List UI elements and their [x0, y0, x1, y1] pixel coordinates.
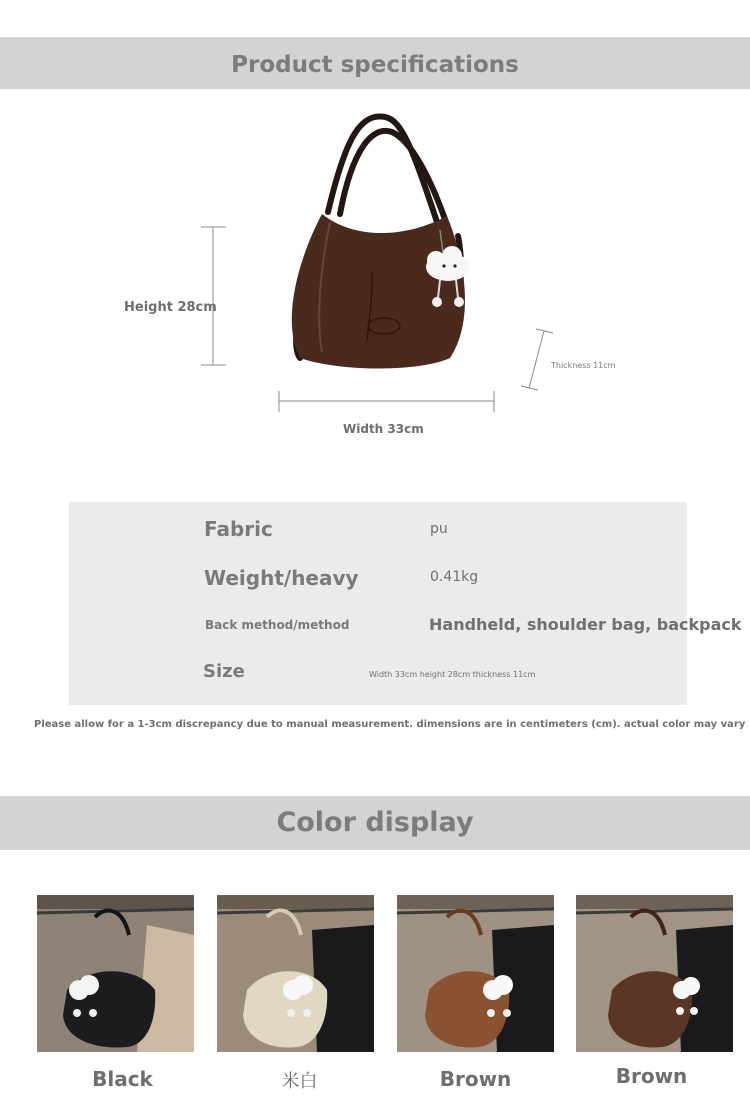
color-photo-3[interactable]	[397, 895, 554, 1052]
spec-label-fabric: Fabric	[204, 517, 273, 541]
bag-diagram	[0, 95, 750, 445]
bag-photo-brown	[397, 895, 554, 1052]
spec-label-weight: Weight/heavy	[204, 566, 359, 590]
measurement-note: Please allow for a 1-3cm discrepancy due to manual measurement. dimensions are in centimeters (cm). actual color may vary	[34, 719, 746, 730]
width-label: Width 33cm	[343, 422, 424, 436]
height-ruler	[201, 227, 226, 365]
color-section-header	[0, 796, 750, 850]
color-section-title: Color display	[276, 807, 474, 838]
thickness-ruler	[521, 329, 553, 390]
spec-value-size: Width 33cm height 28cm thickness 11cm	[369, 670, 536, 679]
width-ruler	[279, 391, 494, 412]
spec-label-size: Size	[203, 661, 245, 682]
bag-photo-dark-brown	[576, 895, 733, 1052]
color-name-4: Brown	[615, 1064, 688, 1088]
color-photo-1[interactable]	[37, 895, 194, 1052]
color-name-3: Brown	[439, 1067, 512, 1091]
color-name-1: Black	[92, 1067, 153, 1091]
spec-section-title: Product specifications	[231, 52, 519, 78]
color-photo-2[interactable]	[217, 895, 374, 1052]
color-photo-4[interactable]	[576, 895, 733, 1052]
spec-section-header	[0, 37, 750, 89]
spec-value-back-method: Handheld, shoulder bag, backpack	[429, 615, 742, 634]
spec-label-back-method: Back method/method	[205, 618, 350, 632]
spec-value-weight: 0.41kg	[430, 569, 479, 585]
spec-value-fabric: pu	[430, 521, 448, 537]
bag-photo-cream	[217, 895, 374, 1052]
height-label: Height 28cm	[124, 300, 217, 315]
thickness-label: Thickness 11cm	[551, 361, 616, 370]
bag-photo-black	[37, 895, 194, 1052]
color-name-2: 米白	[281, 1071, 318, 1092]
